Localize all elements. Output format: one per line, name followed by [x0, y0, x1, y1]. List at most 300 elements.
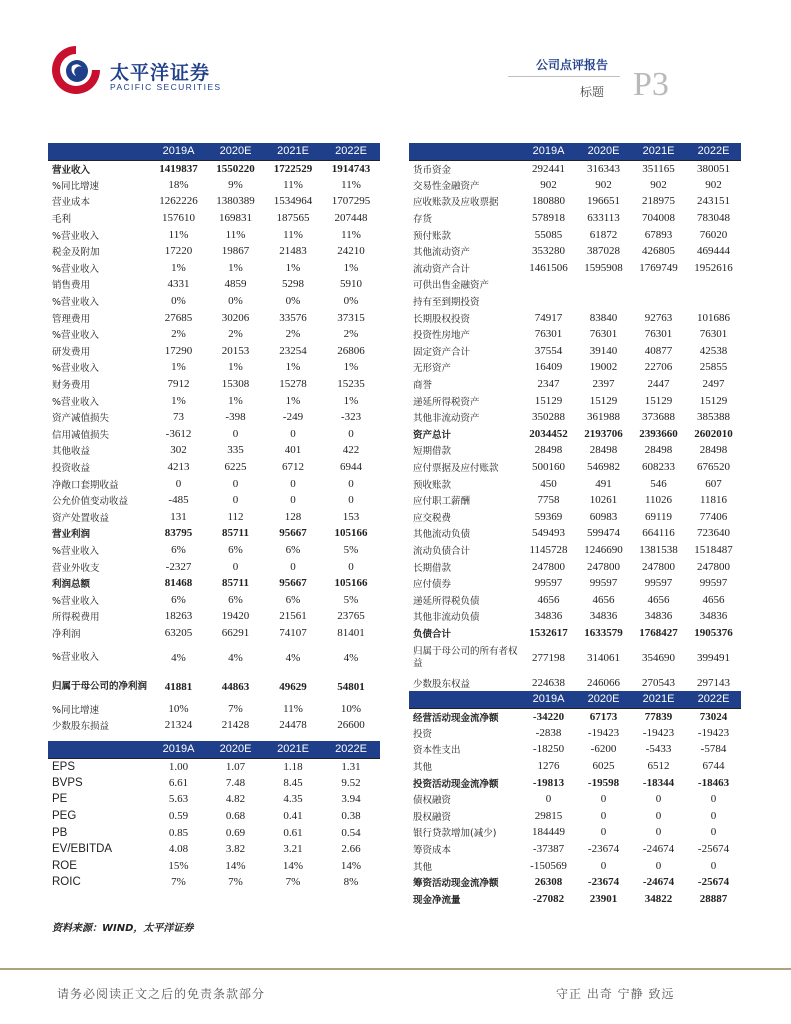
value-cell: 0.68 [225, 810, 246, 823]
row-label: 其他 [413, 762, 433, 774]
value-cell: 1707295 [331, 195, 371, 208]
value-cell: 8.45 [283, 776, 303, 789]
row-label: EPS [48, 758, 150, 775]
value-cell: 7758 [537, 494, 560, 507]
table-row [409, 326, 741, 343]
table-row [409, 442, 741, 459]
table-row [48, 193, 380, 210]
table-row [48, 824, 380, 841]
value-cell: 1% [228, 261, 243, 274]
row-label: BVPS [52, 776, 83, 789]
disclaimer-notice: 请务必阅读正文之后的免责条款部分 [57, 987, 266, 1001]
value-cell: 22706 [644, 361, 673, 374]
value-cell: 353280 [532, 245, 565, 258]
table-row [409, 426, 741, 443]
table-row [48, 359, 380, 376]
value-cell: 18263 [164, 610, 193, 623]
table-row [409, 359, 741, 376]
value-cell: 74917 [534, 311, 563, 324]
value-cell: 5910 [340, 278, 362, 291]
value-cell: 1% [285, 261, 301, 274]
table-header-row [48, 143, 380, 160]
table-row [409, 558, 741, 575]
row-label: 应交税费 [413, 512, 452, 524]
value-cell: 85711 [222, 577, 249, 590]
row-label: 应付职工薪酬 [413, 496, 471, 508]
value-cell: 1145728 [529, 543, 568, 556]
value-cell: 0 [290, 560, 296, 573]
header-blank [409, 143, 521, 160]
value-cell [631, 293, 686, 310]
value-cell: 1% [171, 361, 186, 374]
table-row [48, 160, 380, 177]
table-row [48, 426, 380, 443]
value-cell: -19813 [532, 776, 565, 789]
year-header: 2019A [150, 143, 207, 160]
row-label: %营业收入 [52, 595, 100, 607]
table-row [409, 641, 741, 674]
table-row [409, 475, 741, 492]
value-cell: 247800 [587, 560, 620, 573]
value-cell: 1.07 [207, 758, 264, 775]
row-label: 其他流动负债 [413, 529, 471, 541]
value-cell: 1419837 [150, 160, 207, 177]
value-cell: 0 [175, 477, 182, 490]
row-label: %营业收入 [52, 396, 100, 408]
table-row [48, 276, 380, 293]
year-header: 2021E [631, 143, 686, 160]
value-cell: 676520 [697, 460, 730, 473]
row-label: 资产处置收益 [52, 512, 110, 524]
row-label: 其他收益 [52, 446, 91, 458]
value-cell: 21561 [279, 610, 307, 623]
value-cell: 99597 [699, 577, 728, 590]
value-cell: -25674 [697, 876, 730, 889]
value-cell: 184449 [532, 826, 565, 839]
row-label: %营业收入 [52, 363, 100, 375]
year-header: 2021E [264, 143, 322, 160]
value-cell: 902 [540, 178, 557, 191]
table-row [48, 558, 380, 575]
value-cell: 401 [284, 444, 302, 457]
value-cell: 11% [341, 228, 361, 241]
row-label: 应付债券 [413, 579, 452, 591]
table-header-row [409, 143, 741, 160]
row-label: 投资 [413, 728, 433, 740]
value-cell: 29815 [534, 809, 563, 822]
value-cell: -24674 [642, 843, 675, 856]
value-cell: 247800 [532, 560, 565, 573]
value-cell: 0 [348, 494, 354, 507]
value-cell: -19423 [697, 726, 730, 739]
value-cell: 0 [710, 826, 717, 839]
value-cell: 1.00 [150, 758, 207, 775]
value-cell: 0 [655, 793, 662, 806]
value-cell: 7% [171, 876, 186, 889]
value-cell: 1% [171, 394, 186, 407]
row-label: %营业收入 [52, 545, 100, 557]
row-label: 营业外收支 [52, 562, 100, 574]
value-cell: 4% [343, 651, 359, 664]
table-row [409, 625, 741, 642]
value-cell: 2% [285, 328, 301, 341]
value-cell: 1905376 [694, 626, 733, 639]
value-cell: 2602010 [694, 427, 733, 440]
value-cell: -398 [225, 411, 246, 424]
row-label: %营业收入 [52, 297, 100, 309]
value-cell: 9.52 [341, 776, 361, 789]
value-cell: 546982 [587, 460, 620, 473]
table-row [409, 525, 741, 542]
value-cell: 1518487 [694, 543, 733, 556]
table-row [409, 542, 741, 559]
table-row [409, 376, 741, 393]
data-source-note: 资料来源：WIND，太平洋证券 [52, 923, 194, 934]
table-row [48, 841, 380, 858]
row-label: %同比增速 [52, 704, 100, 716]
table-row [409, 708, 741, 725]
value-cell: 2% [228, 328, 243, 341]
value-cell: 28498 [534, 444, 563, 457]
row-label: 资产总计 [413, 429, 452, 441]
value-cell: 1595908 [584, 261, 623, 274]
value-cell: 0.61 [283, 826, 303, 839]
value-cell: 578918 [532, 212, 565, 225]
value-cell: 0.38 [341, 810, 361, 823]
value-cell: 2193706 [584, 427, 623, 440]
table-row [409, 193, 741, 210]
value-cell: 19002 [589, 361, 618, 374]
value-cell: 1.18 [264, 758, 322, 775]
value-cell: 302 [170, 444, 187, 457]
value-cell: 549493 [532, 527, 565, 540]
value-cell: 6% [285, 593, 301, 606]
value-cell: 131 [170, 510, 187, 523]
row-label: 营业收入 [48, 160, 150, 177]
table-row [48, 758, 380, 775]
value-cell: 6% [171, 593, 186, 606]
value-cell: 34836 [589, 610, 618, 623]
value-cell: 0 [290, 427, 296, 440]
header-blank [48, 741, 150, 758]
row-label: ROIC [52, 876, 81, 889]
income-statement-table [48, 143, 380, 733]
value-cell: 76301 [589, 328, 618, 341]
table-row [48, 874, 380, 891]
value-cell: 101686 [697, 311, 730, 324]
value-cell: 11816 [699, 494, 728, 507]
table-row [48, 608, 380, 625]
value-cell: 902 [650, 178, 667, 191]
value-cell: -5433 [645, 743, 672, 756]
row-label: %同比增速 [52, 180, 100, 192]
valuation-ratios-table [48, 741, 380, 891]
value-cell: 0 [655, 826, 662, 839]
value-cell: 380051 [686, 160, 741, 177]
value-cell: -27082 [532, 892, 565, 905]
row-label: 预收账款 [413, 479, 452, 491]
value-cell: 11% [283, 178, 303, 191]
value-cell: 34822 [644, 892, 673, 905]
value-cell: 1% [343, 261, 359, 274]
table-row [409, 226, 741, 243]
value-cell [686, 293, 741, 310]
value-cell: 1% [343, 361, 359, 374]
table-row [409, 674, 741, 691]
value-cell: 17220 [164, 245, 193, 258]
value-cell: 5% [343, 593, 359, 606]
value-cell: 24210 [337, 245, 365, 258]
value-cell: 21428 [221, 719, 250, 732]
value-cell: 25855 [699, 361, 728, 374]
row-label: 货币资金 [409, 160, 521, 177]
value-cell: -18250 [532, 743, 565, 756]
row-label: 营业利润 [52, 529, 91, 541]
value-cell: -18344 [642, 776, 675, 789]
value-cell: 92763 [644, 311, 673, 324]
value-cell: 450 [540, 477, 557, 490]
value-cell: 14% [225, 859, 246, 872]
value-cell: 0 [600, 809, 607, 822]
value-cell: 608233 [642, 460, 675, 473]
value-cell: 4656 [702, 593, 725, 606]
table-row [48, 525, 380, 542]
value-cell: 351165 [631, 160, 686, 177]
value-cell: 69119 [644, 510, 673, 523]
value-cell: 6025 [592, 760, 615, 773]
value-cell: 723640 [697, 527, 730, 540]
value-cell: 10261 [589, 494, 618, 507]
value-cell: 0 [348, 477, 354, 490]
value-cell: 7% [228, 876, 243, 889]
value-cell: 0 [600, 793, 607, 806]
value-cell: 6225 [224, 460, 247, 473]
value-cell: 7% [228, 702, 243, 715]
value-cell: -24674 [642, 876, 675, 889]
table-row [409, 608, 741, 625]
year-header: 2020E [207, 143, 264, 160]
value-cell: 4859 [224, 278, 247, 291]
value-cell: 1461506 [529, 261, 568, 274]
value-cell: 15278 [279, 378, 307, 391]
value-cell: 10% [168, 702, 189, 715]
value-cell: 23254 [279, 344, 307, 357]
value-cell: 1532617 [529, 626, 568, 639]
table-row [409, 508, 741, 525]
table-row [48, 791, 380, 808]
value-cell: -23674 [587, 876, 620, 889]
value-cell: 599474 [587, 527, 620, 540]
value-cell: 34836 [644, 610, 673, 623]
row-label: 长期借款 [413, 562, 452, 574]
table-row [409, 725, 741, 742]
row-label: %营业收入 [52, 330, 100, 342]
table-row [48, 309, 380, 326]
value-cell: -5784 [700, 743, 727, 756]
value-cell: 297143 [697, 676, 730, 689]
table-row [409, 293, 741, 310]
table-row [409, 459, 741, 476]
table-row [409, 243, 741, 260]
value-cell: -25674 [697, 843, 730, 856]
row-label: 毛利 [52, 214, 72, 226]
value-cell: 17290 [164, 344, 193, 357]
value-cell: 55085 [534, 228, 563, 241]
table-row [409, 774, 741, 791]
value-cell: 28498 [699, 444, 728, 457]
value-cell: 0 [545, 793, 552, 806]
value-cell [686, 276, 741, 293]
row-label: 其他非流动资产 [413, 413, 480, 425]
value-cell: 15% [168, 859, 189, 872]
value-cell: 11% [168, 228, 189, 241]
table-row [48, 591, 380, 608]
value-cell: 6712 [282, 460, 304, 473]
value-cell: 0 [290, 494, 296, 507]
year-header: 2022E [686, 691, 741, 708]
value-cell: 1.31 [322, 758, 380, 775]
row-label: 银行贷款增加(减少) [413, 828, 497, 840]
value-cell: 49629 [279, 681, 307, 694]
row-label: 研发费用 [52, 346, 91, 358]
table-row [48, 475, 380, 492]
value-cell: -18463 [697, 776, 730, 789]
table-row [409, 210, 741, 227]
row-label: 流动负债合计 [413, 545, 471, 557]
value-cell: 5298 [282, 278, 304, 291]
value-cell: 26600 [337, 719, 365, 732]
value-cell: 14% [340, 859, 362, 872]
table-row [48, 293, 380, 310]
value-cell: -249 [282, 411, 304, 424]
table-row [48, 326, 380, 343]
table-row [409, 808, 741, 825]
value-cell: -2838 [535, 726, 562, 739]
row-label: 应收账款及应收票据 [413, 197, 499, 209]
value-cell: 292441 [521, 160, 576, 177]
report-type: 公司点评报告 [536, 58, 609, 72]
value-cell: 1246690 [584, 543, 623, 556]
value-cell: 112 [227, 510, 244, 523]
table-row [48, 542, 380, 559]
value-cell: 9% [228, 178, 243, 191]
table-row [48, 717, 380, 734]
value-cell: 1% [228, 361, 243, 374]
value-cell: 2447 [647, 378, 670, 391]
value-cell: 67173 [576, 708, 631, 725]
value-cell: 2% [171, 328, 186, 341]
value-cell: 11% [341, 178, 361, 191]
balance-sheet-table [409, 143, 741, 691]
value-cell: 19420 [221, 610, 250, 623]
row-label: 信用减值损失 [52, 429, 110, 441]
year-header: 2020E [576, 691, 631, 708]
value-cell: 76301 [644, 328, 673, 341]
value-cell: 270543 [642, 676, 675, 689]
table-row [48, 459, 380, 476]
table-row [409, 392, 741, 409]
value-cell: 1% [285, 361, 301, 374]
value-cell: 399491 [697, 651, 730, 664]
table-row [48, 177, 380, 194]
value-cell: 0% [343, 295, 359, 308]
row-label: 其他流动资产 [413, 247, 471, 259]
value-cell: 15235 [337, 378, 365, 391]
value-cell: 0 [655, 809, 662, 822]
value-cell: 81468 [164, 577, 193, 590]
value-cell: 196651 [587, 195, 620, 208]
row-label: 应付票据及应付账款 [413, 462, 499, 474]
value-cell: 422 [342, 444, 360, 457]
value-cell: 633113 [587, 212, 620, 225]
value-cell: 1534964 [273, 195, 313, 208]
value-cell: 15129 [534, 394, 563, 407]
year-header: 2022E [322, 741, 380, 758]
value-cell: 99597 [589, 577, 618, 590]
value-cell: 24478 [279, 719, 307, 732]
value-cell: 67893 [644, 228, 673, 241]
table-row [409, 758, 741, 775]
value-cell: 7.48 [225, 776, 246, 789]
value-cell: 21483 [279, 245, 307, 258]
value-cell: 469444 [697, 245, 730, 258]
year-header: 2019A [521, 143, 576, 160]
row-label: 股权融资 [413, 811, 452, 823]
value-cell: 0 [232, 477, 239, 490]
row-label: 筹资成本 [413, 845, 452, 857]
row-label: 无形资产 [413, 363, 452, 375]
value-cell: 1722529 [264, 160, 322, 177]
row-label: 所得税费用 [52, 612, 100, 624]
value-cell: 61872 [589, 228, 618, 241]
table-row [409, 343, 741, 360]
value-cell: 23901 [589, 892, 618, 905]
value-cell: 27685 [164, 311, 193, 324]
value-cell: 81401 [337, 626, 365, 639]
value-cell: 74107 [279, 626, 307, 639]
footer-divider [0, 968, 791, 970]
value-cell: 23765 [337, 610, 365, 623]
table-row [409, 741, 741, 758]
value-cell: 34836 [699, 610, 728, 623]
table-row [48, 343, 380, 360]
value-cell: 783048 [697, 212, 730, 225]
table-row [48, 210, 380, 227]
table-row [48, 376, 380, 393]
row-label: 财务费用 [52, 380, 91, 392]
value-cell: 1276 [537, 760, 560, 773]
table-row [409, 276, 741, 293]
value-cell: 128 [284, 510, 302, 523]
table-row [409, 492, 741, 509]
value-cell [576, 293, 631, 310]
value-cell: 335 [227, 444, 244, 457]
row-label: 净利润 [52, 628, 81, 640]
value-cell: 16409 [534, 361, 563, 374]
value-cell: 180880 [532, 195, 565, 208]
year-header: 2019A [521, 691, 576, 708]
value-cell: 5% [343, 543, 359, 556]
value-cell: 30206 [221, 311, 250, 324]
row-label: PEG [52, 810, 77, 823]
row-label: 营业成本 [52, 197, 91, 209]
row-label: 销售费用 [52, 280, 91, 292]
row-label: 归属于母公司的所有者权益 [413, 645, 518, 669]
row-label: 投资性房地产 [413, 330, 471, 342]
value-cell: 500160 [532, 460, 565, 473]
value-cell: 1952616 [694, 261, 733, 274]
row-label: 少数股东权益 [413, 678, 471, 690]
